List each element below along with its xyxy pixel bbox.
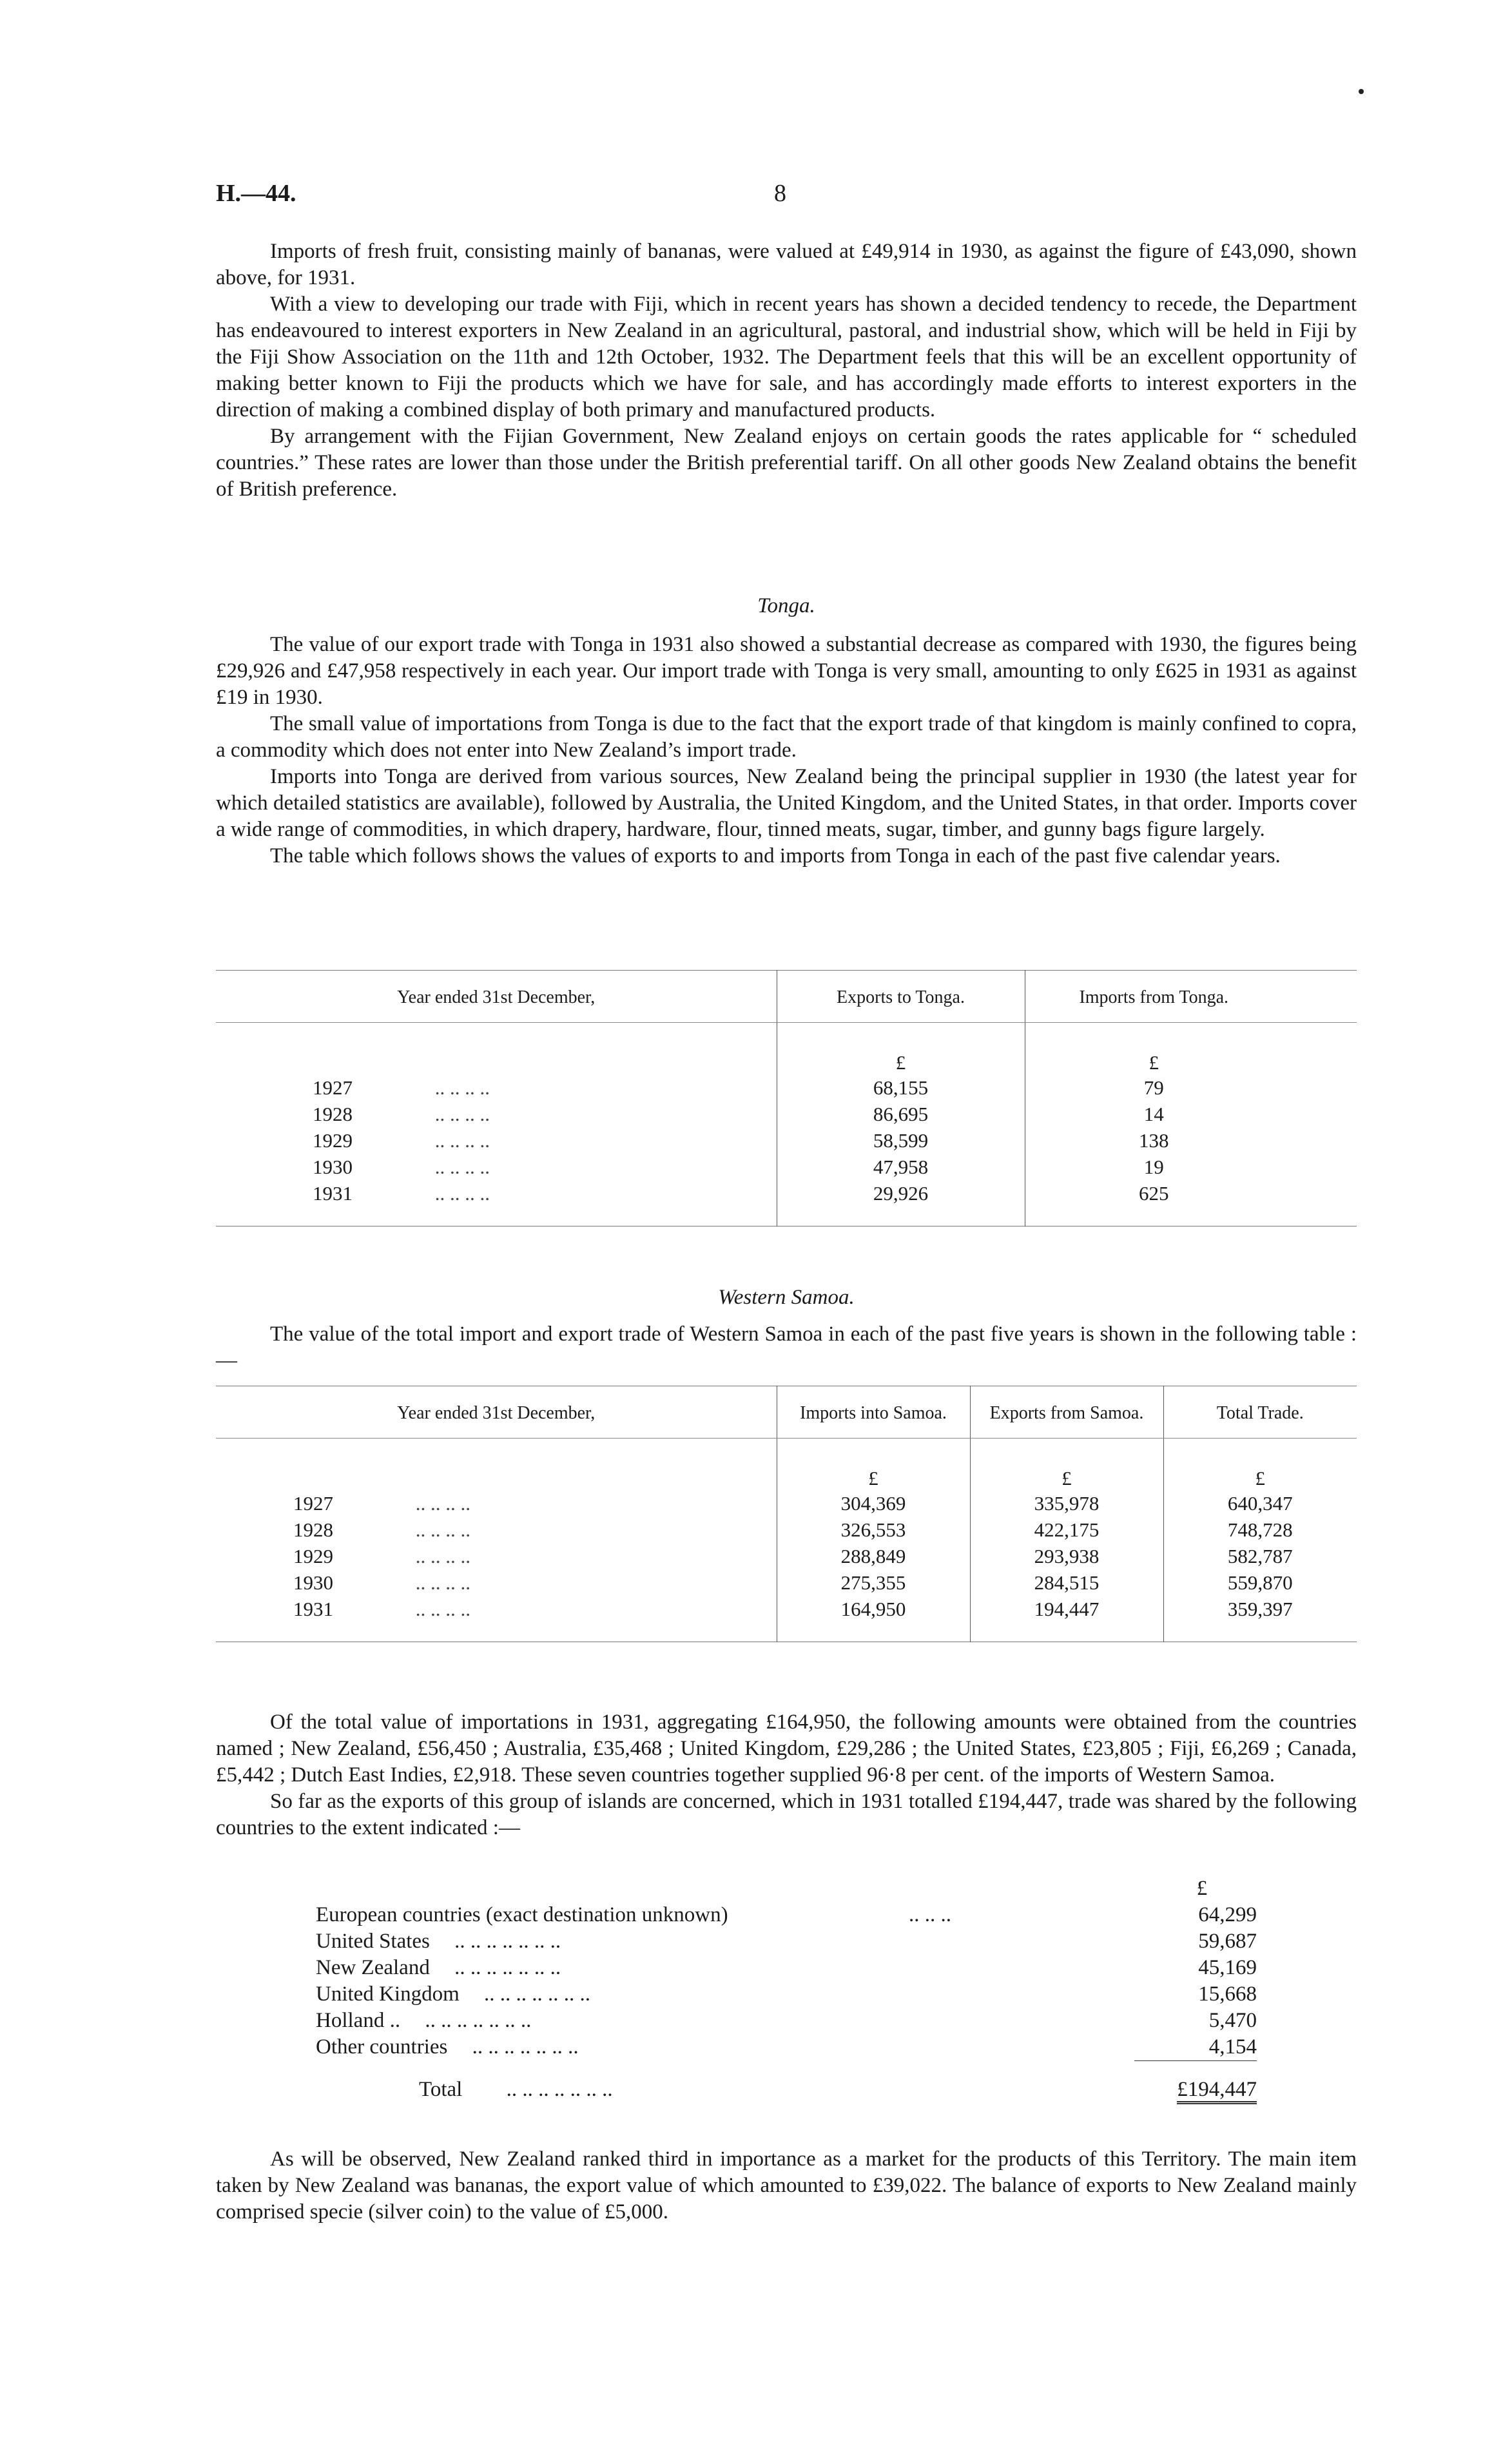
- country-name: European countries (exact destination unknown): [316, 1903, 728, 1926]
- country-name: United States: [316, 1930, 430, 1953]
- leader-dots: .. .. .. .. .. .. ..: [454, 1930, 561, 1953]
- list-item: [316, 1981, 1257, 2008]
- year: 1930: [313, 1155, 353, 1178]
- column-header-imports: Imports into Samoa.: [777, 1386, 970, 1439]
- year: 1931: [313, 1181, 353, 1205]
- leader-dots: .. .. .. ..: [415, 1491, 470, 1515]
- list-item: [316, 1955, 1257, 1981]
- leader-dots: .. .. .. ..: [434, 1181, 490, 1205]
- unit-label: £: [1025, 1023, 1283, 1075]
- table-row: [216, 1101, 1357, 1127]
- leader-dots: .. .. .. ..: [434, 1155, 490, 1178]
- paragraph: Imports into Tonga are derived from various sources, New Zealand being the principal supplier in 1930 (the latest year for which detailed statistics are available), followed by Australia, the United Kingdom, and the United States, in that order. Imports cover a wide range of commodities, in which drapery, hardware, flour, tinned meats, sugar, timber, and gunny bags figure largely.: [216, 765, 1357, 841]
- samoa-intro: [216, 1321, 1357, 1374]
- samoa-closing: [216, 2146, 1357, 2225]
- total-value: 748,728: [1163, 1517, 1357, 1543]
- exports-value: 293,938: [970, 1543, 1163, 1569]
- total-row: [316, 2061, 1257, 2104]
- unit-label: £: [777, 1023, 1025, 1075]
- year: 1929: [293, 1544, 333, 1567]
- leader-dots: .. .. .. ..: [434, 1129, 490, 1152]
- page-header: [216, 179, 1296, 218]
- imports-value: 326,553: [777, 1517, 970, 1543]
- table-row: [216, 1543, 1357, 1569]
- samoa-heading: Western Samoa.: [718, 1286, 855, 1309]
- table-row: [216, 1517, 1357, 1543]
- exports-value: 194,447: [970, 1596, 1163, 1642]
- unit-label: £: [970, 1439, 1163, 1491]
- paragraph: By arrangement with the Fijian Government, New Zealand enjoys on certain goods the rates applicable for “ scheduled countries.” These rates are lower than those under the British preferential tariff. On all other goods New Zealand obtains the benefit of British preference.: [216, 425, 1357, 501]
- unit-label: £: [1163, 1439, 1357, 1491]
- leader-dots: .. .. .. .. .. .. ..: [472, 2035, 579, 2059]
- country-name: New Zealand: [316, 1956, 430, 1979]
- paragraph: The value of our export trade with Tonga in 1931 also showed a substantial decrease as compared with 1930, the figures being £29,926 and £47,958 respectively in each year. Our import trade with Tonga is very small, amounting to only £625 in 1931 as against £19 in 1930.: [216, 633, 1357, 709]
- imports-value: 304,369: [777, 1490, 970, 1517]
- leader-dots: .. .. .. ..: [415, 1597, 470, 1620]
- total-value: 582,787: [1163, 1543, 1357, 1569]
- paragraph: As will be observed, New Zealand ranked third in importance as a market for the products of this Territory. The main item taken by New Zealand was bananas, the export value of which amounted to £39,022. The balance of exports to New Zealand mainly comprised specie (silver coin) to the value of £5,000.: [216, 2147, 1357, 2224]
- tonga-heading: Tonga.: [757, 594, 815, 617]
- paragraph: The small value of importations from Tonga is due to the fact that the export trade of that kingdom is mainly confined to copra, a commodity which does not enter into New Zealand’s import trade.: [216, 712, 1357, 762]
- total-amount: £194,447: [1177, 2078, 1257, 2104]
- year: 1927: [313, 1076, 353, 1099]
- total-value: 559,870: [1163, 1569, 1357, 1596]
- column-header-exports: Exports to Tonga.: [777, 971, 1025, 1023]
- imports-value: 625: [1025, 1180, 1283, 1226]
- year: 1928: [313, 1102, 353, 1125]
- imports-value: 164,950: [777, 1596, 970, 1642]
- page-number: 8: [774, 180, 786, 207]
- list-item: [316, 2008, 1257, 2034]
- ink-speck: [1359, 89, 1364, 94]
- year: 1930: [293, 1571, 333, 1594]
- samoa-exports-by-country: [316, 1875, 1257, 2103]
- exports-value: 68,155: [777, 1074, 1025, 1101]
- export-amount: 4,154: [1208, 2035, 1257, 2059]
- table-row: [216, 1180, 1357, 1226]
- exports-value: 335,978: [970, 1490, 1163, 1517]
- table-row: [216, 1127, 1357, 1154]
- tonga-section: [216, 632, 1357, 869]
- list-item: [316, 2034, 1257, 2061]
- exports-value: 422,175: [970, 1517, 1163, 1543]
- total-value: 359,397: [1163, 1596, 1357, 1642]
- leader-dots: .. .. .. ..: [415, 1518, 470, 1541]
- paragraph: The value of the total import and export trade of Western Samoa in each of the past five years is shown in the following table :—: [216, 1323, 1357, 1372]
- imports-value: 288,849: [777, 1543, 970, 1569]
- year: 1927: [293, 1491, 333, 1515]
- country-name: Other countries: [316, 2035, 448, 2059]
- column-header-exports: Exports from Samoa.: [970, 1386, 1163, 1439]
- exports-value: 284,515: [970, 1569, 1163, 1596]
- unit-label: £: [777, 1439, 970, 1491]
- total-value: 640,347: [1163, 1490, 1357, 1517]
- year: 1928: [293, 1518, 333, 1541]
- leader-dots: .. .. .. .. .. .. ..: [425, 2009, 532, 2032]
- exports-value: 47,958: [777, 1154, 1025, 1180]
- imports-value: 14: [1025, 1101, 1283, 1127]
- total-label: Total: [419, 2077, 463, 2101]
- leader-dots: .. .. .. .. .. .. ..: [454, 1956, 561, 1979]
- leader-dots: .. .. .. .. .. .. ..: [506, 2077, 613, 2101]
- country-name: Holland ..: [316, 2009, 401, 2032]
- imports-value: 19: [1025, 1154, 1283, 1180]
- imports-value: 79: [1025, 1074, 1283, 1101]
- table-row: [216, 1596, 1357, 1642]
- paragraph: Of the total value of importations in 1931, aggregating £164,950, the following amounts were obtained from the countries named ; New Zealand, £56,450 ; Australia, £35,468 ; United Kingdom, £29,286 ; the United States, £23,805 ; Fiji, £6,269 ; Canada, £5,442 ; Dutch East Indies, £2,918. These seven countries together supplied 96·8 per cent. of the imports of Western Samoa.: [216, 1710, 1357, 1787]
- paragraph: With a view to developing our trade with Fiji, which in recent years has shown a decided tendency to recede, the Department has endeavoured to interest exporters in New Zealand in an agricultural, pastoral, and industrial show, which will be held in Fiji by the Fiji Show Association on the 11th and 12th October, 1932. The Department feels that this will be an excellent opportunity of making better known to Fiji the products which we have for sale, and has accordingly made efforts to interest exporters in the direction of making a combined display of both primary and manufactured products.: [216, 293, 1357, 422]
- table-row: [216, 1074, 1357, 1101]
- leader-dots: .. .. .. .. .. .. ..: [483, 1982, 590, 2006]
- export-amount: 59,687: [1198, 1930, 1257, 1953]
- paragraph: So far as the exports of this group of islands are concerned, which in 1931 totalled £194,447, trade was shared by the following countries to the extent indicated :—: [216, 1790, 1357, 1839]
- year: 1929: [313, 1129, 353, 1152]
- export-amount: 15,668: [1198, 1982, 1257, 2006]
- paragraph: The table which follows shows the values of exports to and imports from Tonga in each of the past five calendar years.: [270, 844, 1281, 867]
- tonga-trade-table: [216, 970, 1357, 1226]
- table-row: [216, 1490, 1357, 1517]
- list-item: [316, 1902, 1257, 1928]
- export-amount: 5,470: [1208, 2009, 1257, 2032]
- table-row: [216, 1154, 1357, 1180]
- export-amount: 64,299: [1198, 1903, 1257, 1926]
- country-name: United Kingdom: [316, 1982, 460, 2006]
- intro-section: [216, 238, 1357, 503]
- table-row: [216, 1569, 1357, 1596]
- exports-value: 29,926: [777, 1180, 1025, 1226]
- list-item: [316, 1928, 1257, 1955]
- column-header-imports: Imports from Tonga.: [1025, 971, 1283, 1023]
- leader-dots: .. .. .. ..: [415, 1571, 470, 1594]
- column-header-year: Year ended 31st December,: [216, 971, 777, 1023]
- samoa-trade-table: [216, 1386, 1357, 1642]
- document-reference: H.—44.: [216, 180, 296, 207]
- imports-value: 275,355: [777, 1569, 970, 1596]
- leader-dots: .. .. ..: [909, 1903, 951, 1926]
- column-header-total: Total Trade.: [1163, 1386, 1357, 1439]
- exports-value: 58,599: [777, 1127, 1025, 1154]
- column-header-year: Year ended 31st December,: [216, 1386, 777, 1439]
- samoa-imports-section: [216, 1709, 1357, 1841]
- export-amount: 45,169: [1198, 1956, 1257, 1979]
- paragraph: Imports of fresh fruit, consisting mainly of bananas, were valued at £49,914 in 1930, as against the figure of £43,090, shown above, for 1931.: [216, 240, 1357, 289]
- imports-value: 138: [1025, 1127, 1283, 1154]
- leader-dots: .. .. .. ..: [415, 1544, 470, 1567]
- leader-dots: .. .. .. ..: [434, 1076, 490, 1099]
- leader-dots: .. .. .. ..: [434, 1102, 490, 1125]
- unit-label: £: [1196, 1877, 1208, 1900]
- exports-value: 86,695: [777, 1101, 1025, 1127]
- year: 1931: [293, 1597, 333, 1620]
